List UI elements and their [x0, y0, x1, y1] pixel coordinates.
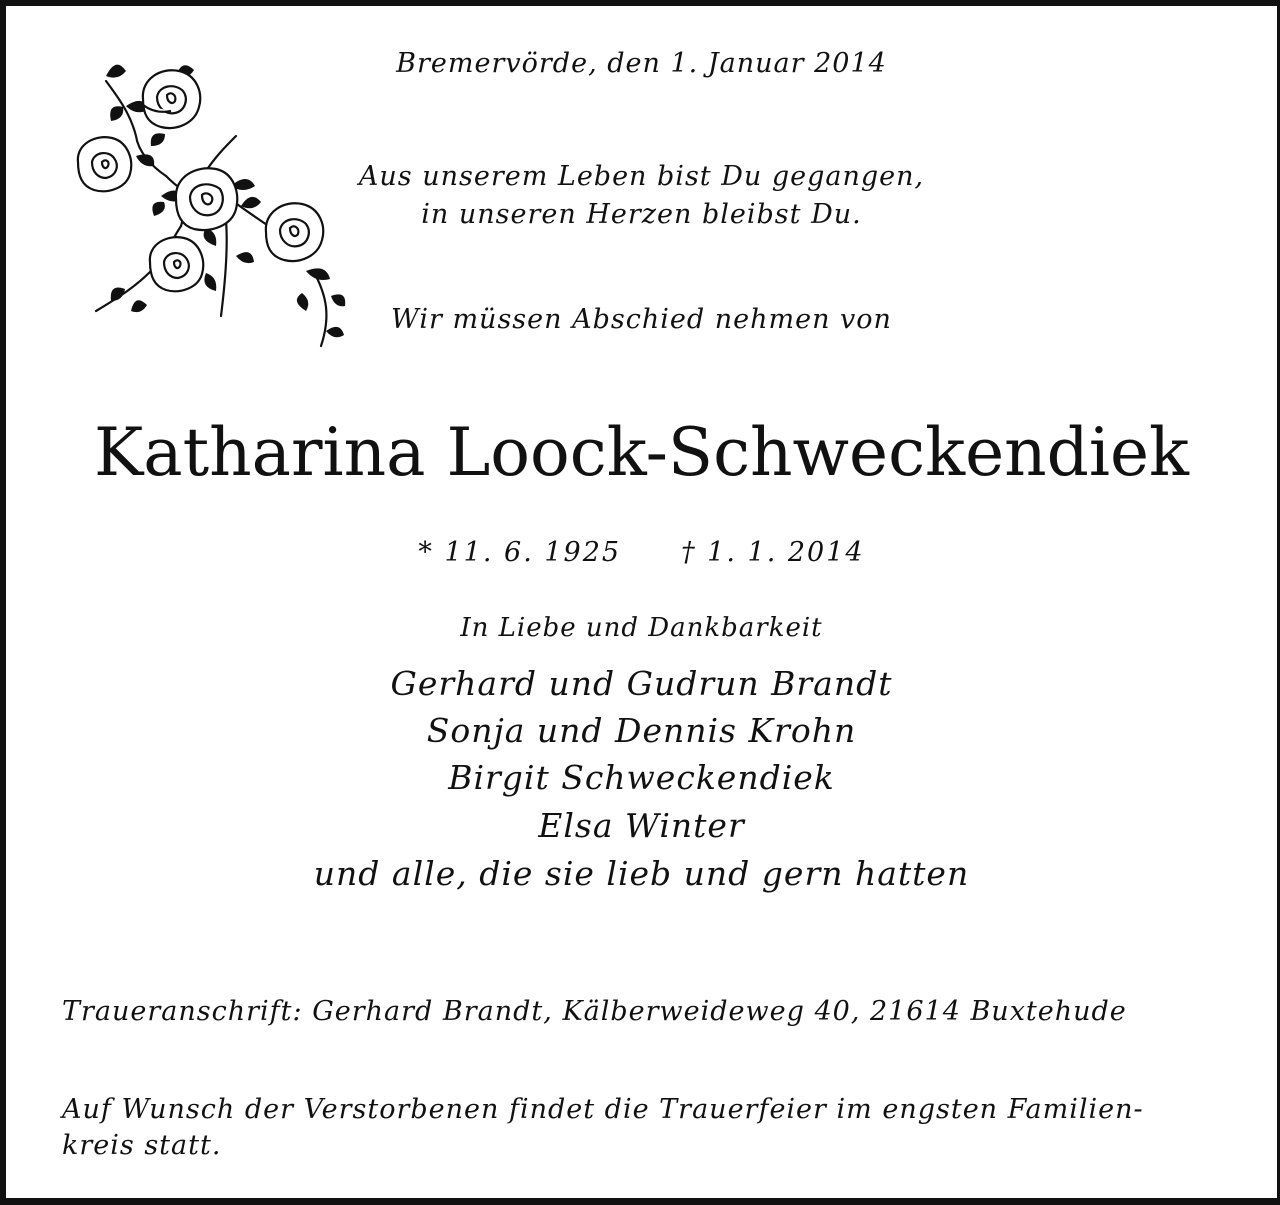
- farewell-line: Wir müssen Abschied nehmen von: [391, 304, 892, 335]
- family-member: Elsa Winter: [538, 806, 745, 845]
- life-dates: [6, 537, 1277, 568]
- ceremony-note-line-2: kreis statt.: [62, 1130, 222, 1161]
- family-member: Gerhard und Gudrun Brandt: [390, 664, 893, 703]
- place-date: Bremervörde, den 1. Januar 2014: [396, 48, 887, 79]
- family-closing: und alle, die sie lieb und gern hatten: [313, 854, 970, 893]
- verse-line-2: in unseren Herzen bleibst Du.: [421, 199, 862, 230]
- verse-line-1: Aus unserem Leben bist Du gegangen,: [358, 161, 925, 192]
- death-date: † 1. 1. 2014: [681, 537, 865, 568]
- love-line: In Liebe und Dankbarkeit: [460, 613, 823, 643]
- family-member: Birgit Schweckendiek: [448, 758, 835, 797]
- family-member: Sonja und Dennis Krohn: [426, 711, 857, 750]
- birth-date: * 11. 6. 1925: [418, 537, 622, 568]
- mourning-address: Traueranschrift: Gerhard Brandt, Kälberweideweg 40, 21614 Buxtehude: [62, 996, 1127, 1027]
- deceased-name: Katharina Loock-Schweckendiek: [93, 414, 1190, 491]
- ceremony-note-line-1: Auf Wunsch der Verstorbenen findet die Trauerfeier im engsten Familien-: [62, 1094, 1144, 1125]
